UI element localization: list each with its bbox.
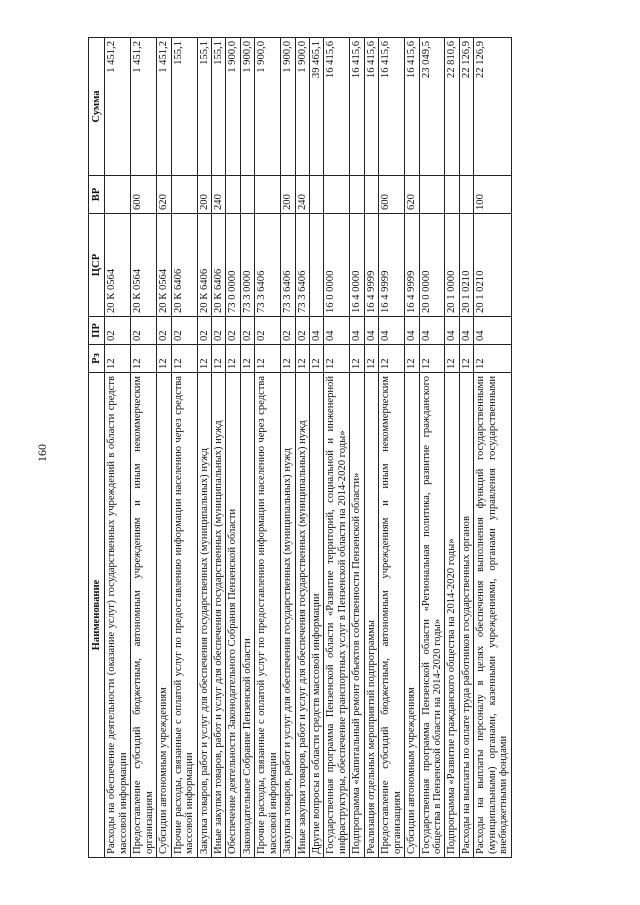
- cell-vr: [226, 176, 240, 214]
- table-row: [240, 38, 254, 858]
- cell-name: Обеспечение деятельности Законодательного Собрания Пензенской области: [226, 373, 240, 858]
- cell-rz: 12: [131, 345, 157, 373]
- cell-vr: 620: [157, 176, 171, 214]
- cell-pr: 02: [281, 317, 295, 345]
- cell-sum: 1 900,0: [281, 38, 295, 176]
- cell-pr: 02: [157, 317, 171, 345]
- cell-pr: 04: [350, 317, 364, 345]
- cell-pr: 02: [240, 317, 254, 345]
- cell-name: Субсидии автономным учреждениям: [157, 373, 171, 858]
- cell-csr: 73 3 6406: [281, 214, 295, 317]
- cell-sum: 23 049,5: [419, 38, 445, 176]
- cell-name: Субсидии автономным учреждениям: [405, 373, 419, 858]
- cell-name: Предоставление субсидий бюджетным, автономным учреждениям и иным некоммерческим организациям: [131, 373, 157, 858]
- cell-rz: 12: [171, 345, 197, 373]
- cell-rz: 12: [419, 345, 445, 373]
- page-number: 160: [35, 444, 49, 462]
- cell-vr: 200: [281, 176, 295, 214]
- cell-vr: [419, 176, 445, 214]
- cell-rz: 12: [405, 345, 419, 373]
- table-row: [405, 38, 419, 858]
- cell-vr: [459, 176, 473, 214]
- cell-csr: 73 0 0000: [226, 214, 240, 317]
- cell-csr: 16 4 9999: [405, 214, 419, 317]
- table-row: [131, 38, 157, 858]
- cell-sum: 39 465,1: [310, 38, 324, 176]
- table-row: [364, 38, 378, 858]
- cell-pr: 04: [379, 317, 405, 345]
- cell-sum: 22 810,6: [445, 38, 459, 176]
- cell-rz: 12: [364, 345, 378, 373]
- cell-csr: 20 0 0000: [419, 214, 445, 317]
- table-row: [419, 38, 445, 858]
- cell-rz: 12: [379, 345, 405, 373]
- cell-pr: 04: [405, 317, 419, 345]
- cell-pr: 02: [131, 317, 157, 345]
- cell-csr: 20 К 0564: [131, 214, 157, 317]
- table-row: [459, 38, 473, 858]
- cell-name: Государственная программа Пензенской области «Региональная политика, развитие гражданского общества в Пензенской области на 2014-2020 годы»: [419, 373, 445, 858]
- cell-sum: 155,1: [211, 38, 225, 176]
- cell-rz: 12: [255, 345, 281, 373]
- table-row: [445, 38, 459, 858]
- cell-rz: 12: [445, 345, 459, 373]
- cell-sum: 1 900,0: [295, 38, 309, 176]
- cell-sum: 1 451,2: [131, 38, 157, 176]
- cell-rz: 12: [197, 345, 211, 373]
- header-pr: ПР: [89, 317, 105, 345]
- cell-pr: 04: [445, 317, 459, 345]
- cell-vr: [445, 176, 459, 214]
- cell-csr: 73 3 6406: [255, 214, 281, 317]
- cell-name: Другие вопросы в области средств массовой информации: [310, 373, 324, 858]
- cell-vr: [324, 176, 350, 214]
- cell-rz: 12: [157, 345, 171, 373]
- cell-rz: 12: [474, 345, 511, 373]
- header-rz: Рз: [89, 345, 105, 373]
- cell-vr: [350, 176, 364, 214]
- table-row: [295, 38, 309, 858]
- cell-pr: 02: [226, 317, 240, 345]
- table-row: [171, 38, 197, 858]
- cell-pr: 04: [324, 317, 350, 345]
- cell-rz: 12: [226, 345, 240, 373]
- cell-csr: 20 К 0564: [105, 214, 131, 317]
- cell-rz: 12: [105, 345, 131, 373]
- cell-name: Закупка товаров, работ и услуг для обеспечения государственных (муниципальных) нужд: [281, 373, 295, 858]
- cell-name: Прочие расходы, связанные с оплатой услуг по предоставлению информации населению через средства массовой информации: [255, 373, 281, 858]
- table-row: [474, 38, 511, 858]
- cell-name: Иные закупки товаров, работ и услуг для обеспечения государственных (муниципальных) нужд: [295, 373, 309, 858]
- cell-vr: 200: [197, 176, 211, 214]
- cell-sum: 16 415,6: [364, 38, 378, 176]
- cell-csr: 73 3 6406: [295, 214, 309, 317]
- cell-name: Расходы на выплаты по оплате труда работников государственных органов: [459, 373, 473, 858]
- cell-pr: 02: [255, 317, 281, 345]
- cell-csr: 20 К 6406: [171, 214, 197, 317]
- cell-vr: [240, 176, 254, 214]
- cell-pr: 04: [364, 317, 378, 345]
- cell-name: Расходы на обеспечение деятельности (оказание услуг) государственных учреждений в области средств массовой информации: [105, 373, 131, 858]
- cell-vr: [105, 176, 131, 214]
- table-row: [157, 38, 171, 858]
- cell-vr: 600: [379, 176, 405, 214]
- cell-name: Прочие расходы, связанные с оплатой услуг по предоставлению информации населению через средства массовой информации: [171, 373, 197, 858]
- cell-csr: 20 1 0210: [459, 214, 473, 317]
- cell-pr: 04: [474, 317, 511, 345]
- table-row: [281, 38, 295, 858]
- cell-sum: 155,1: [197, 38, 211, 176]
- cell-name: Предоставление субсидий бюджетным, автономным учреждениям и иным некоммерческим организациям: [379, 373, 405, 858]
- cell-rz: 12: [211, 345, 225, 373]
- table-row: [105, 38, 131, 858]
- cell-pr: 04: [419, 317, 445, 345]
- table-row: [226, 38, 240, 858]
- table-row: [211, 38, 225, 858]
- cell-sum: 1 900,0: [255, 38, 281, 176]
- cell-vr: [255, 176, 281, 214]
- cell-sum: 155,1: [171, 38, 197, 176]
- cell-name: Государственная программа Пензенской области «Развитие территорий, социальной и инженерной инфраструктуры, обеспечение транспортных услуг в Пензенской области на 2014-2020 годы»: [324, 373, 350, 858]
- cell-sum: 16 415,6: [405, 38, 419, 176]
- cell-sum: 16 415,6: [350, 38, 364, 176]
- cell-csr: 16 4 0000: [350, 214, 364, 317]
- cell-vr: 100: [474, 176, 511, 214]
- cell-sum: 1 900,0: [240, 38, 254, 176]
- cell-csr: 16 4 9999: [364, 214, 378, 317]
- cell-sum: 1 451,2: [157, 38, 171, 176]
- header-sum: Сумма: [89, 38, 105, 176]
- cell-rz: 12: [324, 345, 350, 373]
- cell-vr: [364, 176, 378, 214]
- cell-name: Закупка товаров, работ и услуг для обеспечения государственных (муниципальных) нужд: [197, 373, 211, 858]
- cell-vr: [310, 176, 324, 214]
- cell-pr: 04: [310, 317, 324, 345]
- cell-rz: 12: [350, 345, 364, 373]
- cell-name: Законодательное Собрание Пензенской области: [240, 373, 254, 858]
- table-row: [197, 38, 211, 858]
- cell-vr: 240: [211, 176, 225, 214]
- cell-pr: 02: [295, 317, 309, 345]
- cell-sum: 22 126,9: [474, 38, 511, 176]
- cell-rz: 12: [295, 345, 309, 373]
- header-name: Наименование: [89, 373, 105, 858]
- cell-csr: 20 1 0000: [445, 214, 459, 317]
- cell-sum: 1 900,0: [226, 38, 240, 176]
- cell-csr: 20 1 0210: [474, 214, 511, 317]
- cell-name: Расходы на выплаты персоналу в целях обеспечения выполнения функций государственными (муниципальными) органами, казенными учреждениями, органами управления государственными внебюджетными фондами: [474, 373, 511, 858]
- cell-csr: 16 0 0000: [324, 214, 350, 317]
- cell-csr: [310, 214, 324, 317]
- cell-name: Реализация отдельных мероприятий подпрограммы: [364, 373, 378, 858]
- cell-rz: 12: [310, 345, 324, 373]
- cell-sum: 1 451,2: [105, 38, 131, 176]
- cell-pr: 02: [211, 317, 225, 345]
- cell-csr: 16 4 9999: [379, 214, 405, 317]
- cell-pr: 04: [459, 317, 473, 345]
- cell-pr: 02: [171, 317, 197, 345]
- cell-sum: 22 126,9: [459, 38, 473, 176]
- header-vr: ВР: [89, 176, 105, 214]
- cell-vr: [171, 176, 197, 214]
- cell-name: Иные закупки товаров, работ и услуг для обеспечения государственных (муниципальных) нужд: [211, 373, 225, 858]
- cell-rz: 12: [281, 345, 295, 373]
- table-header-row: [89, 38, 105, 858]
- cell-rz: 12: [459, 345, 473, 373]
- cell-vr: 240: [295, 176, 309, 214]
- header-csr: ЦСР: [89, 214, 105, 317]
- table-row: [255, 38, 281, 858]
- cell-name: Подпрограмма «Капитальный ремонт объектов собственности Пензенской области»: [350, 373, 364, 858]
- cell-vr: 600: [131, 176, 157, 214]
- cell-vr: 620: [405, 176, 419, 214]
- cell-sum: 16 415,6: [379, 38, 405, 176]
- cell-name: Подпрограмма «Развитие гражданского общества на 2014-2020 годы»: [445, 373, 459, 858]
- table-row: [350, 38, 364, 858]
- table-body: [105, 38, 511, 858]
- cell-pr: 02: [197, 317, 211, 345]
- cell-sum: 16 415,6: [324, 38, 350, 176]
- cell-csr: 20 К 6406: [211, 214, 225, 317]
- budget-table: [88, 37, 512, 858]
- cell-csr: 20 К 6406: [197, 214, 211, 317]
- rotated-table-container: [88, 38, 564, 858]
- table-row: [324, 38, 350, 858]
- table-row: [310, 38, 324, 858]
- cell-csr: 20 К 0564: [157, 214, 171, 317]
- cell-csr: 73 3 0000: [240, 214, 254, 317]
- cell-rz: 12: [240, 345, 254, 373]
- cell-pr: 02: [105, 317, 131, 345]
- table-row: [379, 38, 405, 858]
